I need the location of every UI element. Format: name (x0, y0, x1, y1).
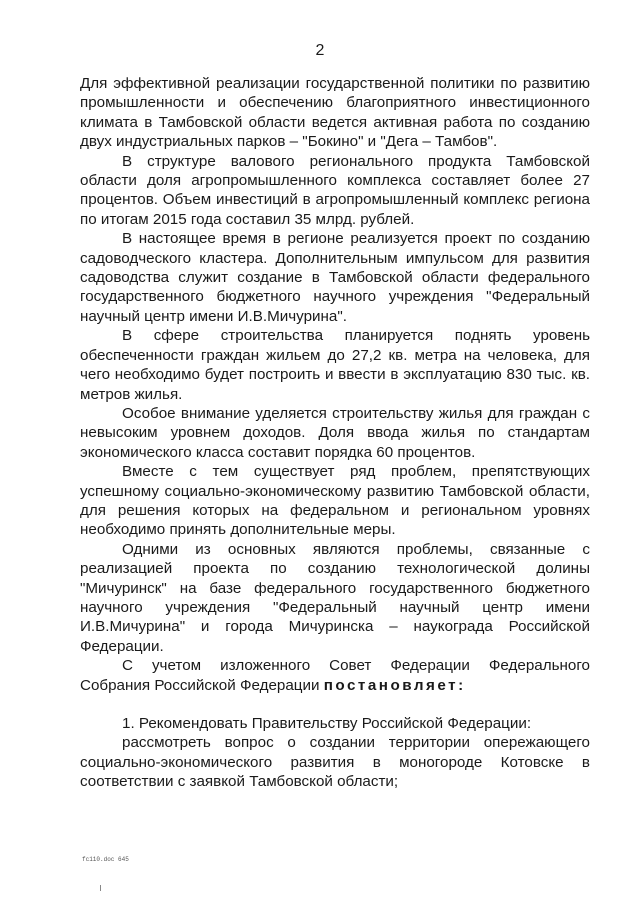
item-1-text: рассмотреть вопрос о создании территории опережающего социально-экономического развития в моногороде Котовске в соответствии с заявкой Тамбовской области; (80, 734, 590, 791)
resolution-intro-text: С учетом изложенного Совет Федерации Федерального Собрания Российской Федерации (80, 657, 590, 694)
footer-file-code: fc110.doc 645 (82, 856, 129, 863)
paragraph-horticulture-cluster: В настоящее время в регионе реализуется проект по созданию садоводческого кластера. Дополнительным импульсом для развития садоводства служит создание в Тамбовской области федерального государственного бюджетного научного учреждения "Федеральный научный центр имени И.В.Мичурина". (80, 230, 590, 325)
resolution-keyword: постановляет: (323, 676, 466, 694)
paragraph-agro-complex: В структуре валового регионального продукта Тамбовской области доля агропромышленного комплекса составляет более 27 процентов. Объем инвестиций в агропромышленный комплекс региона по итогам 2015 года составил 35 млрд. рублей. (80, 152, 590, 228)
paragraph-construction: В сфере строительства планируется поднять уровень обеспеченности граждан жильем до 27,2 кв. метра на человека, для чего необходимо будет построить и ввести в эксплуатацию 830 тыс. кв. метров жилья. (80, 327, 590, 403)
paragraph-housing: Особое внимание уделяется строительству жилья для граждан с невысоким уровнем доходов. Доля ввода жилья по стандартам экономического класса составит порядка 60 процентов. (80, 404, 590, 461)
paragraph-technology-valley: Одними из основных являются проблемы, связанные с реализацией проекта по созданию технологической долины "Мичуринск" на базе федерального государственного бюджетного научного учреждения "Федеральный научный центр имени И.В.Мичурина" и города Мичуринска – наукограда Российской Федерации. (80, 540, 590, 655)
paragraph-resolution-intro (80, 656, 590, 695)
footer-scan-mark (100, 885, 101, 891)
paragraph-industrial-parks: Для эффективной реализации государственной политики по развитию промышленности и обеспечению благоприятного инвестиционного климата в Тамбовской области ведется активная работа по созданию двух индустриальных парков – "Бокино" и "Дега – Тамбов". (80, 75, 590, 151)
item-1-heading: 1. Рекомендовать Правительству Российской Федерации: (122, 715, 532, 732)
paragraph-problems: Вместе с тем существует ряд проблем, препятствующих успешному социально-экономическому развитию Тамбовской области, для решения которых на федеральном и региональном уровнях необходимо принять дополнительные меры. (80, 463, 590, 539)
page-number: 2 (315, 42, 325, 59)
document-body (80, 74, 590, 792)
